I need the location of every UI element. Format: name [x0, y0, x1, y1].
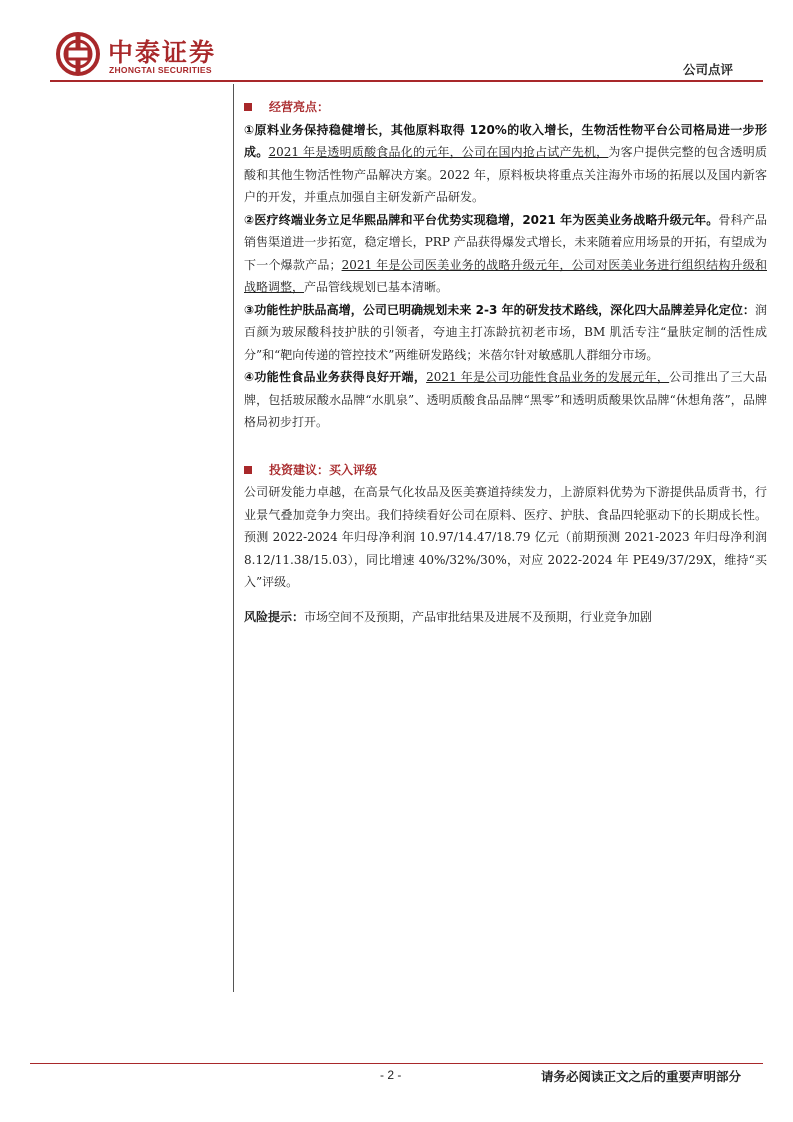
- left-column-divider: [233, 84, 234, 992]
- page-number: - 2 -: [380, 1068, 402, 1082]
- investment-section-title: 投资建议：买入评级: [244, 459, 767, 482]
- footer-disclaimer: 请务必阅读正文之后的重要声明部分: [540, 1069, 741, 1084]
- main-content: [244, 96, 767, 628]
- logo-chinese-name: 中泰证券: [108, 38, 217, 67]
- highlights-section-title: 经营亮点：: [244, 96, 767, 119]
- highlight-body: 公司推出了三大品牌，包括玻尿酸水品牌“水肌泉”、透明质酸食品品牌“黑零”和透明质酸果饮品牌“休想角落”，品牌格局初步打开。: [244, 370, 767, 429]
- company-logo: [56, 30, 256, 80]
- highlight-body: 骨科产品销售渠道进一步拓宽，稳定增长，PRP 产品获得爆发式增长，未来随着应用场景的开拓，有望成为下一个爆款产品；: [244, 212, 767, 272]
- risk-body: 市场空间不及预期，产品审批结果及进展不及预期，行业竞争加剧: [304, 609, 653, 624]
- square-bullet-icon: [244, 466, 252, 474]
- highlight-underlined-text: 2021 年是公司功能性食品业务的发展元年，: [426, 370, 670, 384]
- square-bullet-icon: [244, 103, 252, 111]
- report-type-label: 公司点评: [682, 62, 733, 77]
- highlight-item: [244, 366, 767, 434]
- highlight-heading: ③功能性护肤品高增，公司已明确规划未来 2-3 年的研发技术路线，深化四大品牌差异化定位：: [244, 302, 755, 317]
- highlight-underlined-text: 2021 年是公司医美业务的战略升级元年，公司对医美业务进行组织结构升级和战略调整，: [244, 257, 767, 294]
- highlight-heading: ①原料业务保持稳健增长，其他原料取得 120%的收入增长，生物活性物平台公司格局进一步形成。: [244, 122, 767, 159]
- highlight-underlined-text: 2021 年是透明质酸食品化的元年，公司在国内抢占试产先机，: [268, 145, 609, 159]
- highlight-tail: 产品管线规划已基本清晰。: [304, 280, 449, 294]
- highlight-item: [244, 209, 767, 299]
- investment-body: 公司研发能力卓越，在高景气化妆品及医美赛道持续发力，上游原料优势为下游提供品质背书，行业景气叠加竞争力突出。我们持续看好公司在原料、医疗、护肤、食品四轮驱动下的长期成长性。预测 2022-2024 年归母净利润 10.97/14.47/18.79 亿元（前期预测 2021-2023 年归母净利润 8.12/11.38/15.03），同比增速 40%/32%/30%，对应 2022-2024 年 PE49/37/29X，维持“买入”评级。: [244, 485, 767, 589]
- highlight-body: 润百颜为玻尿酸科技护肤的引领者，夸迪主打冻龄抗初老市场，BM 肌活专注“量肤定制的活性成分”和“靶向传递的管控技术”两维研发路线；米蓓尔针对敏感肌人群细分市场。: [244, 302, 767, 362]
- risk-label: 风险提示：: [244, 609, 305, 624]
- highlight-body: 为客户提供完整的包含透明质酸和其他生物活性物产品解决方案。2022 年，原料板块将重点关注海外市场的拓展以及国内新客户的开发，并重点加强自主研发新产品研发。: [244, 145, 767, 204]
- footer-divider: [30, 1063, 763, 1064]
- logo-english-name: ZHONGTAI SECURITIES: [109, 65, 212, 75]
- highlight-item: [244, 119, 767, 209]
- zhongtai-logo-icon: [56, 32, 100, 76]
- highlight-heading: ④功能性食品业务获得良好开端，: [244, 370, 427, 384]
- highlight-heading: ②医疗终端业务立足华熙品牌和平台优势实现稳增，2021 年为医美业务战略升级元年。: [244, 212, 719, 227]
- risk-warning: [244, 606, 767, 629]
- highlight-item: [244, 299, 767, 367]
- header-divider: [50, 80, 763, 82]
